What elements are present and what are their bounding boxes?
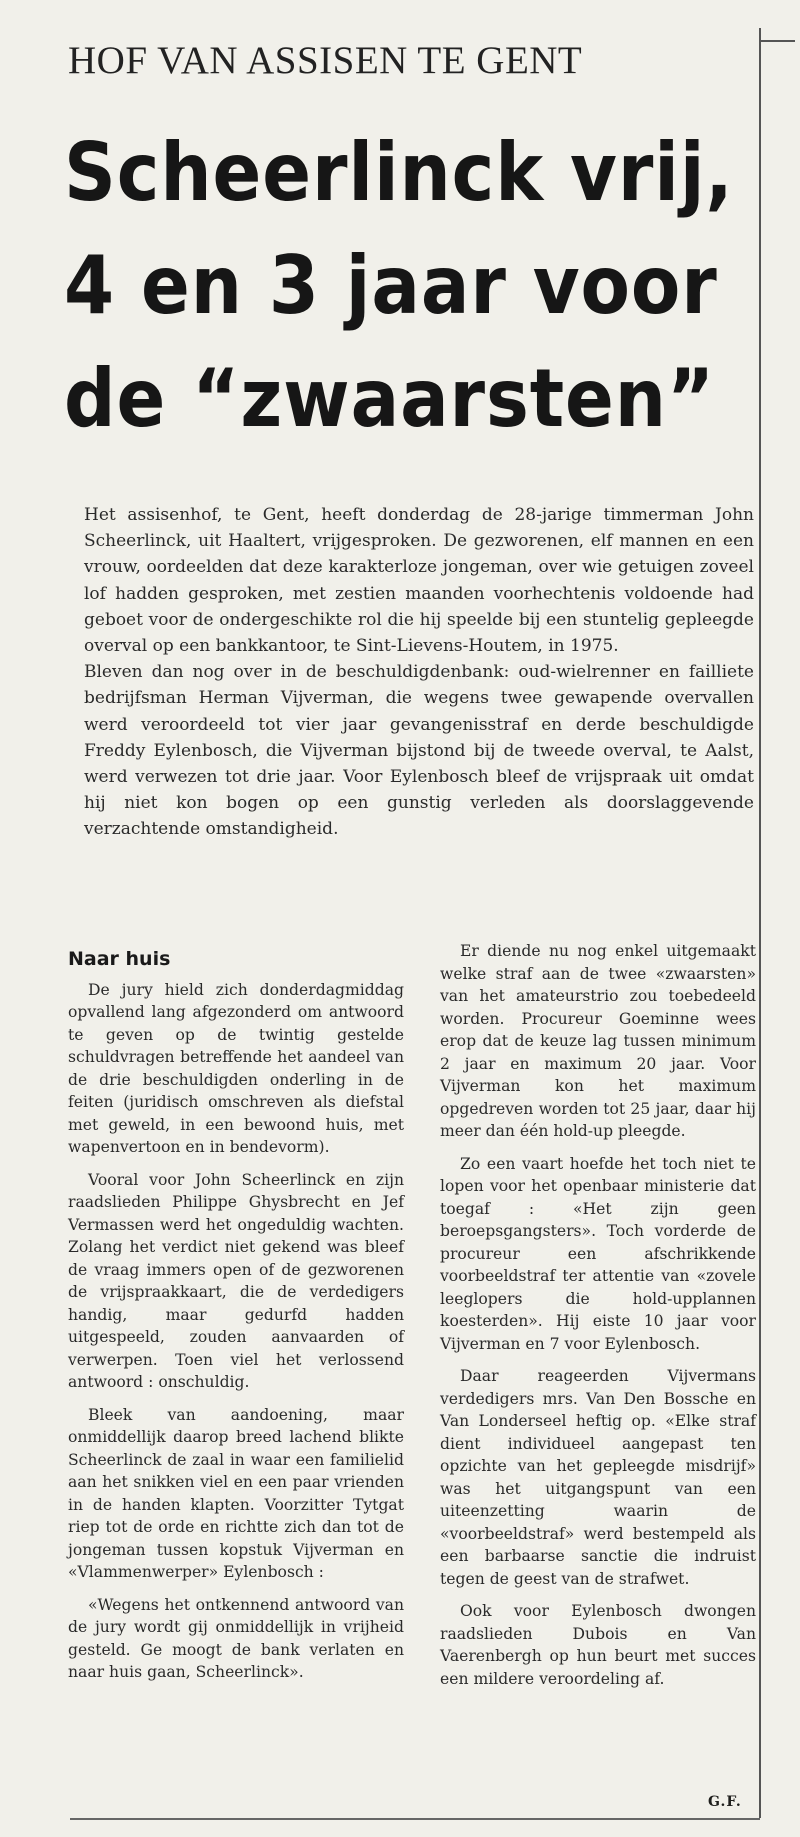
right-paragraph-1: Er diende nu nog enkel uitgemaakt welke straf aan de twee «zwaarsten» van het amateurstrio zou toebedeeld worden. Procureur Goeminne wees erop dat de keuze lag tussen minimum 2 jaar en maximum 20 jaar. Voor Vijverman kon het maximum opgedreven worden tot 25 jaar, daar hij meer dan één hold-up pleegde. bbox=[440, 942, 756, 1140]
left-column bbox=[68, 948, 404, 1694]
headline-line-1: Scheerlinck vrij, bbox=[64, 126, 734, 219]
right-paragraph-2: Zo een vaart hoefde het toch niet te lopen voor het openbaar ministerie dat toegaf : «Het zijn geen beroepsgangsters». Toch vorderde de procureur een afschrikkende voorbeeldstraf ter attentie van «zovele leeglopers die hold-upplannen koesterden». Hij eiste 10 jaar voor Vijverman en 7 voor Eylenbosch. bbox=[440, 1154, 756, 1353]
kicker: HOF VAN ASSISEN TE GENT bbox=[68, 39, 583, 82]
byline: G.F. bbox=[708, 1794, 742, 1810]
headline bbox=[64, 116, 734, 455]
left-paragraph-3: Bleek van aandoening, maar onmiddellijk daarop breed lachend blikte Scheerlinck de zaal in waar een familielid aan het snikken viel en een paar vrienden in de handen klapten. Voorzitter Tytgat riep tot de orde en richtte zich dan tot de jongeman tussen kopstuk Vijverman en «Vlammenwerper» Eylenbosch : bbox=[68, 1405, 404, 1581]
right-paragraph-4: Ook voor Eylenbosch dwongen raadslieden Dubois en Van Vaerenbergh op hun beurt met succes een mildere veroordeling af. bbox=[440, 1602, 756, 1688]
lead-paragraph-1: Het assisenhof, te Gent, heeft donderdag de 28-jarige timmerman John Scheerlinck, uit Haaltert, vrijgesproken. De gezworenen, elf mannen en een vrouw, oordeelden dat deze karakterloze jongeman, over wie getuigen zoveel lof hadden gesproken, met zestien maanden voorhechtenis voldoende had geboet voor de ondergeschikte rol die hij speelde bij een stuntelig gepleegde overval op een bankkantoor, te Sint-Lievens-Houtem, in 1975. bbox=[84, 505, 754, 657]
left-paragraph-1: De jury hield zich donderdagmiddag opvallend lang afgezonderd om antwoord te geven op de twintig gestelde schuldvragen betreffende het aandeel van de drie beschuldigden onderling in de feiten (juridisch omschreven als diefstal met geweld, in een bewoond huis, met wapenvertoon en in bendevorm). bbox=[68, 980, 404, 1156]
column-rule-right bbox=[759, 28, 761, 1818]
right-column bbox=[440, 940, 756, 1700]
headline-line-2: 4 en 3 jaar voor bbox=[64, 239, 718, 332]
column-rule-top bbox=[759, 40, 795, 42]
lead-paragraphs bbox=[84, 502, 754, 843]
subhead: Naar huis bbox=[68, 948, 171, 970]
left-paragraph-2: Vooral voor John Scheerlinck en zijn raadslieden Philippe Ghysbrecht en Jef Vermassen werd het ongeduldig wachten. Zolang het verdict niet gekend was bleef de vraag immers open of de gezworenen de vrijspraakkaart, die de verdedigers handig, maar gedurfd hadden uitgespeeld, zouden aanvaarden of verwerpen. Toen viel het verlossend antwoord : onschuldig. bbox=[68, 1170, 404, 1391]
headline-line-3: de “zwaarsten” bbox=[64, 352, 716, 445]
right-paragraph-3: Daar reageerden Vijvermans verdedigers mrs. Van Den Bossche en Van Londerseel heftig op. «Elke straf dient individueel aangepast ten opzichte van het gepleegde misdrijf» was het uitgangspunt van een uiteenzetting waarin de «voorbeeldstraf» werd bestempeld als een barbaarse sanctie die indruist tegen de geest van de strafwet. bbox=[440, 1367, 756, 1588]
lead-paragraph-2: Bleven dan nog over in de beschuldigdenbank: oud-wielrenner en failliete bedrijfsman Herman Vijverman, die wegens twee gewapende overvallen werd veroordeeld tot vier jaar gevangenisstraf en derde beschuldigde Freddy Eylenbosch, die Vijverman bijstond bij de tweede overval, te Aalst, werd verwezen tot drie jaar. Voor Eylenbosch bleef de vrijspraak uit omdat hij niet kon bogen op een gunstig verleden als doorslaggevende verzachtende omstandigheid. bbox=[84, 662, 754, 840]
left-paragraph-4: «Wegens het ontkennend antwoord van de jury wordt gij onmiddellijk in vrijheid gesteld. Ge moogt de bank verlaten en naar huis gaan, Scheerlinck». bbox=[68, 1595, 404, 1681]
bottom-rule bbox=[70, 1818, 760, 1820]
